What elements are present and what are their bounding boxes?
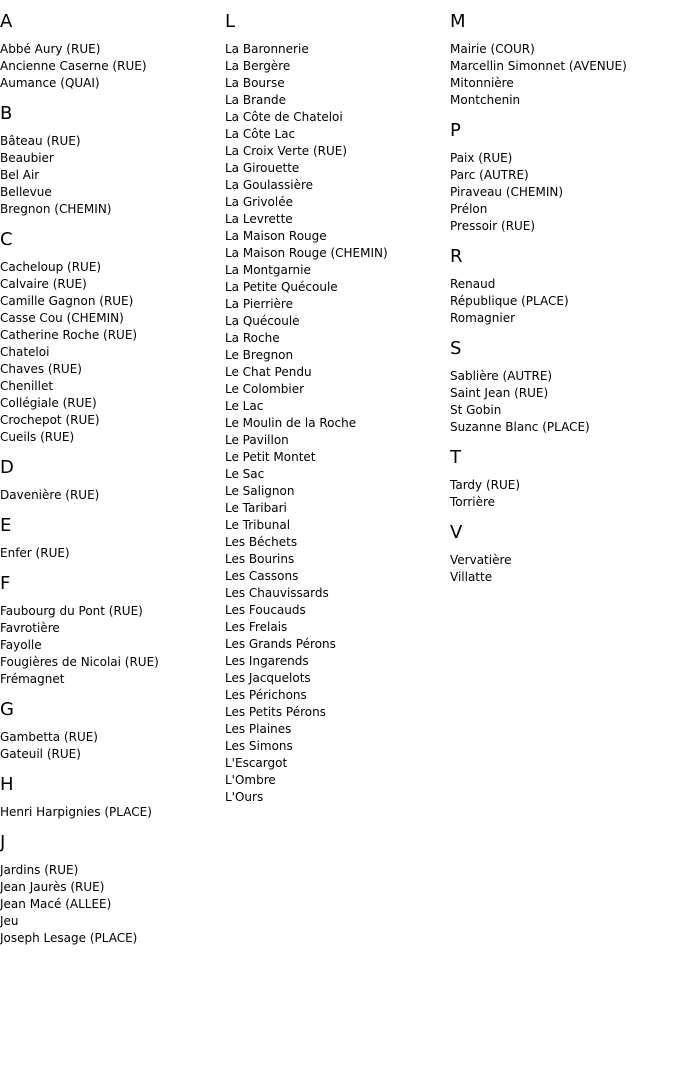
street-link[interactable]: Les Plaines bbox=[225, 722, 292, 736]
street-link[interactable]: Le Taribari bbox=[225, 501, 287, 515]
street-link[interactable]: La Brande bbox=[225, 93, 286, 107]
street-link[interactable]: Paix (RUE) bbox=[450, 151, 513, 165]
street-list bbox=[0, 41, 225, 92]
street-list bbox=[0, 729, 225, 763]
street-link[interactable]: Les Bourins bbox=[225, 552, 295, 566]
letter-heading: R bbox=[450, 246, 463, 267]
street-link[interactable]: Aumance (QUAI) bbox=[0, 76, 100, 90]
street-link[interactable]: Cueils (RUE) bbox=[0, 430, 75, 444]
letter-group bbox=[0, 515, 225, 562]
street-link[interactable]: Casse Cou (CHEMIN) bbox=[0, 311, 124, 325]
street-link[interactable]: La Côte Lac bbox=[225, 127, 296, 141]
street-link[interactable]: Le Chat Pendu bbox=[225, 365, 312, 379]
street-list bbox=[0, 487, 225, 504]
letter-group bbox=[0, 774, 225, 821]
letter-group bbox=[450, 246, 675, 327]
street-list bbox=[450, 150, 675, 235]
street-link[interactable]: Mairie (COUR) bbox=[450, 42, 535, 56]
street-link[interactable]: La Bergère bbox=[225, 59, 291, 73]
letter-group bbox=[0, 11, 225, 92]
street-link[interactable]: Les Chauvissards bbox=[225, 586, 329, 600]
letter-heading: J bbox=[0, 832, 6, 853]
street-link[interactable]: Chaves (RUE) bbox=[0, 362, 82, 376]
street-link[interactable]: La Montgarnie bbox=[225, 263, 311, 277]
letter-heading: D bbox=[0, 457, 14, 478]
letter-group bbox=[0, 229, 225, 446]
street-list bbox=[0, 545, 225, 562]
letter-heading: B bbox=[0, 103, 13, 124]
street-link[interactable]: Bâteau (RUE) bbox=[0, 134, 81, 148]
street-link[interactable]: La Côte de Chateloi bbox=[225, 110, 343, 124]
street-link[interactable]: Jean Jaurès (RUE) bbox=[0, 880, 105, 894]
street-link[interactable]: Parc (AUTRE) bbox=[450, 168, 529, 182]
letter-heading: L bbox=[225, 11, 236, 32]
street-link[interactable]: La Bourse bbox=[225, 76, 285, 90]
street-link[interactable]: Frémagnet bbox=[0, 672, 65, 686]
street-link[interactable]: La Goulassière bbox=[225, 178, 314, 192]
street-link[interactable]: La Baronnerie bbox=[225, 42, 309, 56]
street-link[interactable]: Davenière (RUE) bbox=[0, 488, 100, 502]
street-link[interactable]: Collégiale (RUE) bbox=[0, 396, 97, 410]
street-list bbox=[450, 368, 675, 436]
street-list bbox=[0, 603, 225, 688]
street-link[interactable]: Ancienne Caserne (RUE) bbox=[0, 59, 147, 73]
street-link[interactable]: Renaud bbox=[450, 277, 496, 291]
street-link[interactable]: Les Foucauds bbox=[225, 603, 306, 617]
street-link[interactable]: Le Petit Montet bbox=[225, 450, 316, 464]
street-link[interactable]: La Maison Rouge bbox=[225, 229, 327, 243]
street-link[interactable]: Cacheloup (RUE) bbox=[0, 260, 102, 274]
letter-group bbox=[0, 699, 225, 763]
street-link[interactable]: La Quécoule bbox=[225, 314, 300, 328]
letter-heading: G bbox=[0, 699, 14, 720]
street-link[interactable]: Bellevue bbox=[0, 185, 52, 199]
street-link[interactable]: République (PLACE) bbox=[450, 294, 569, 308]
street-link[interactable]: Les Petits Pérons bbox=[225, 705, 326, 719]
street-link[interactable]: Le Bregnon bbox=[225, 348, 294, 362]
letter-heading: E bbox=[0, 515, 12, 536]
letter-group bbox=[225, 11, 450, 806]
letter-group bbox=[0, 573, 225, 688]
street-link[interactable]: Joseph Lesage (PLACE) bbox=[0, 931, 138, 945]
street-link[interactable]: Faubourg du Pont (RUE) bbox=[0, 604, 143, 618]
street-list bbox=[225, 41, 450, 806]
street-list bbox=[450, 477, 675, 511]
street-link[interactable]: Torrière bbox=[450, 495, 496, 509]
street-link[interactable]: L'Escargot bbox=[225, 756, 288, 770]
street-link[interactable]: Les Périchons bbox=[225, 688, 307, 702]
street-link[interactable]: Le Salignon bbox=[225, 484, 295, 498]
street-link[interactable]: Les Jacquelots bbox=[225, 671, 311, 685]
letter-group bbox=[450, 522, 675, 586]
street-link[interactable]: Henri Harpignies (PLACE) bbox=[0, 805, 152, 819]
letter-group bbox=[0, 457, 225, 504]
index-column bbox=[225, 0, 450, 817]
street-list bbox=[450, 41, 675, 109]
street-link[interactable]: Les Frelais bbox=[225, 620, 288, 634]
street-link[interactable]: Chenillet bbox=[0, 379, 54, 393]
street-link[interactable]: Gateuil (RUE) bbox=[0, 747, 81, 761]
letter-heading: H bbox=[0, 774, 14, 795]
street-link[interactable]: Crochepot (RUE) bbox=[0, 413, 100, 427]
street-link[interactable]: Les Cassons bbox=[225, 569, 299, 583]
street-link[interactable]: Villatte bbox=[450, 570, 493, 584]
street-link[interactable]: La Girouette bbox=[225, 161, 300, 175]
letter-group bbox=[450, 338, 675, 436]
street-list bbox=[0, 862, 225, 947]
letter-heading: C bbox=[0, 229, 13, 250]
letter-heading: S bbox=[450, 338, 462, 359]
street-link[interactable]: Les Grands Pérons bbox=[225, 637, 336, 651]
street-link[interactable]: Les Ingarends bbox=[225, 654, 309, 668]
street-link[interactable]: Les Béchets bbox=[225, 535, 298, 549]
letter-group bbox=[450, 11, 675, 109]
street-link[interactable]: Le Tribunal bbox=[225, 518, 291, 532]
street-list bbox=[0, 804, 225, 821]
street-list bbox=[0, 259, 225, 446]
street-link[interactable]: La Maison Rouge (CHEMIN) bbox=[225, 246, 388, 260]
street-link[interactable]: Montchenin bbox=[450, 93, 521, 107]
street-link[interactable]: La Levrette bbox=[225, 212, 293, 226]
street-link[interactable]: Le Colombier bbox=[225, 382, 305, 396]
street-link[interactable]: St Gobin bbox=[450, 403, 502, 417]
street-link[interactable]: Jean Macé (ALLEE) bbox=[0, 897, 112, 911]
street-link[interactable]: La Grivolée bbox=[225, 195, 293, 209]
street-link[interactable]: Fayolle bbox=[0, 638, 42, 652]
street-link[interactable]: La Croix Verte (RUE) bbox=[225, 144, 348, 158]
letter-group bbox=[0, 832, 225, 947]
street-list bbox=[0, 133, 225, 218]
street-link[interactable]: L'Ombre bbox=[225, 773, 276, 787]
letter-heading: P bbox=[450, 120, 461, 141]
street-link[interactable]: L'Ours bbox=[225, 790, 264, 804]
street-link[interactable]: Romagnier bbox=[450, 311, 516, 325]
letter-heading: V bbox=[450, 522, 463, 543]
street-list bbox=[450, 276, 675, 327]
index-column bbox=[450, 0, 675, 597]
street-link[interactable]: Catherine Roche (RUE) bbox=[0, 328, 138, 342]
letter-heading: M bbox=[450, 11, 466, 32]
street-link[interactable]: Beaubier bbox=[0, 151, 54, 165]
street-list bbox=[450, 552, 675, 586]
street-link[interactable]: Calvaire (RUE) bbox=[0, 277, 87, 291]
letter-heading: F bbox=[0, 573, 11, 594]
street-link[interactable]: Le Sac bbox=[225, 467, 265, 481]
street-link[interactable]: Jeu bbox=[0, 914, 19, 928]
street-link[interactable]: Le Moulin de la Roche bbox=[225, 416, 357, 430]
street-link[interactable]: Marcellin Simonnet (AVENUE) bbox=[450, 59, 627, 73]
street-link[interactable]: Prélon bbox=[450, 202, 488, 216]
street-link[interactable]: Les Simons bbox=[225, 739, 293, 753]
street-link[interactable]: Camille Gagnon (RUE) bbox=[0, 294, 134, 308]
street-link[interactable]: Jardins (RUE) bbox=[0, 863, 79, 877]
street-link[interactable]: Enfer (RUE) bbox=[0, 546, 70, 560]
street-link[interactable]: Saint Jean (RUE) bbox=[450, 386, 549, 400]
street-link[interactable]: Sablière (AUTRE) bbox=[450, 369, 553, 383]
letter-group bbox=[0, 103, 225, 218]
street-link[interactable]: Pressoir (RUE) bbox=[450, 219, 536, 233]
street-link[interactable]: Favrotière bbox=[0, 621, 60, 635]
street-link[interactable]: Vervatière bbox=[450, 553, 512, 567]
street-link[interactable]: Piraveau (CHEMIN) bbox=[450, 185, 564, 199]
street-link[interactable]: Le Pavillon bbox=[225, 433, 289, 447]
index-column bbox=[0, 0, 225, 958]
street-link[interactable]: Suzanne Blanc (PLACE) bbox=[450, 420, 590, 434]
letter-group bbox=[450, 120, 675, 235]
street-link[interactable]: Abbé Aury (RUE) bbox=[0, 42, 101, 56]
street-link[interactable]: Fougières de Nicolai (RUE) bbox=[0, 655, 159, 669]
street-link[interactable]: Bel Air bbox=[0, 168, 40, 182]
street-link[interactable]: Chateloi bbox=[0, 345, 50, 359]
street-link[interactable]: La Pierrière bbox=[225, 297, 293, 311]
street-link[interactable]: Gambetta (RUE) bbox=[0, 730, 98, 744]
street-link[interactable]: Tardy (RUE) bbox=[450, 478, 521, 492]
letter-heading: T bbox=[450, 447, 461, 468]
street-link[interactable]: Le Lac bbox=[225, 399, 264, 413]
street-link[interactable]: Bregnon (CHEMIN) bbox=[0, 202, 112, 216]
street-link[interactable]: La Petite Quécoule bbox=[225, 280, 338, 294]
letter-heading: A bbox=[0, 11, 13, 32]
street-link[interactable]: Mitonnière bbox=[450, 76, 514, 90]
street-link[interactable]: La Roche bbox=[225, 331, 280, 345]
letter-group bbox=[450, 447, 675, 511]
